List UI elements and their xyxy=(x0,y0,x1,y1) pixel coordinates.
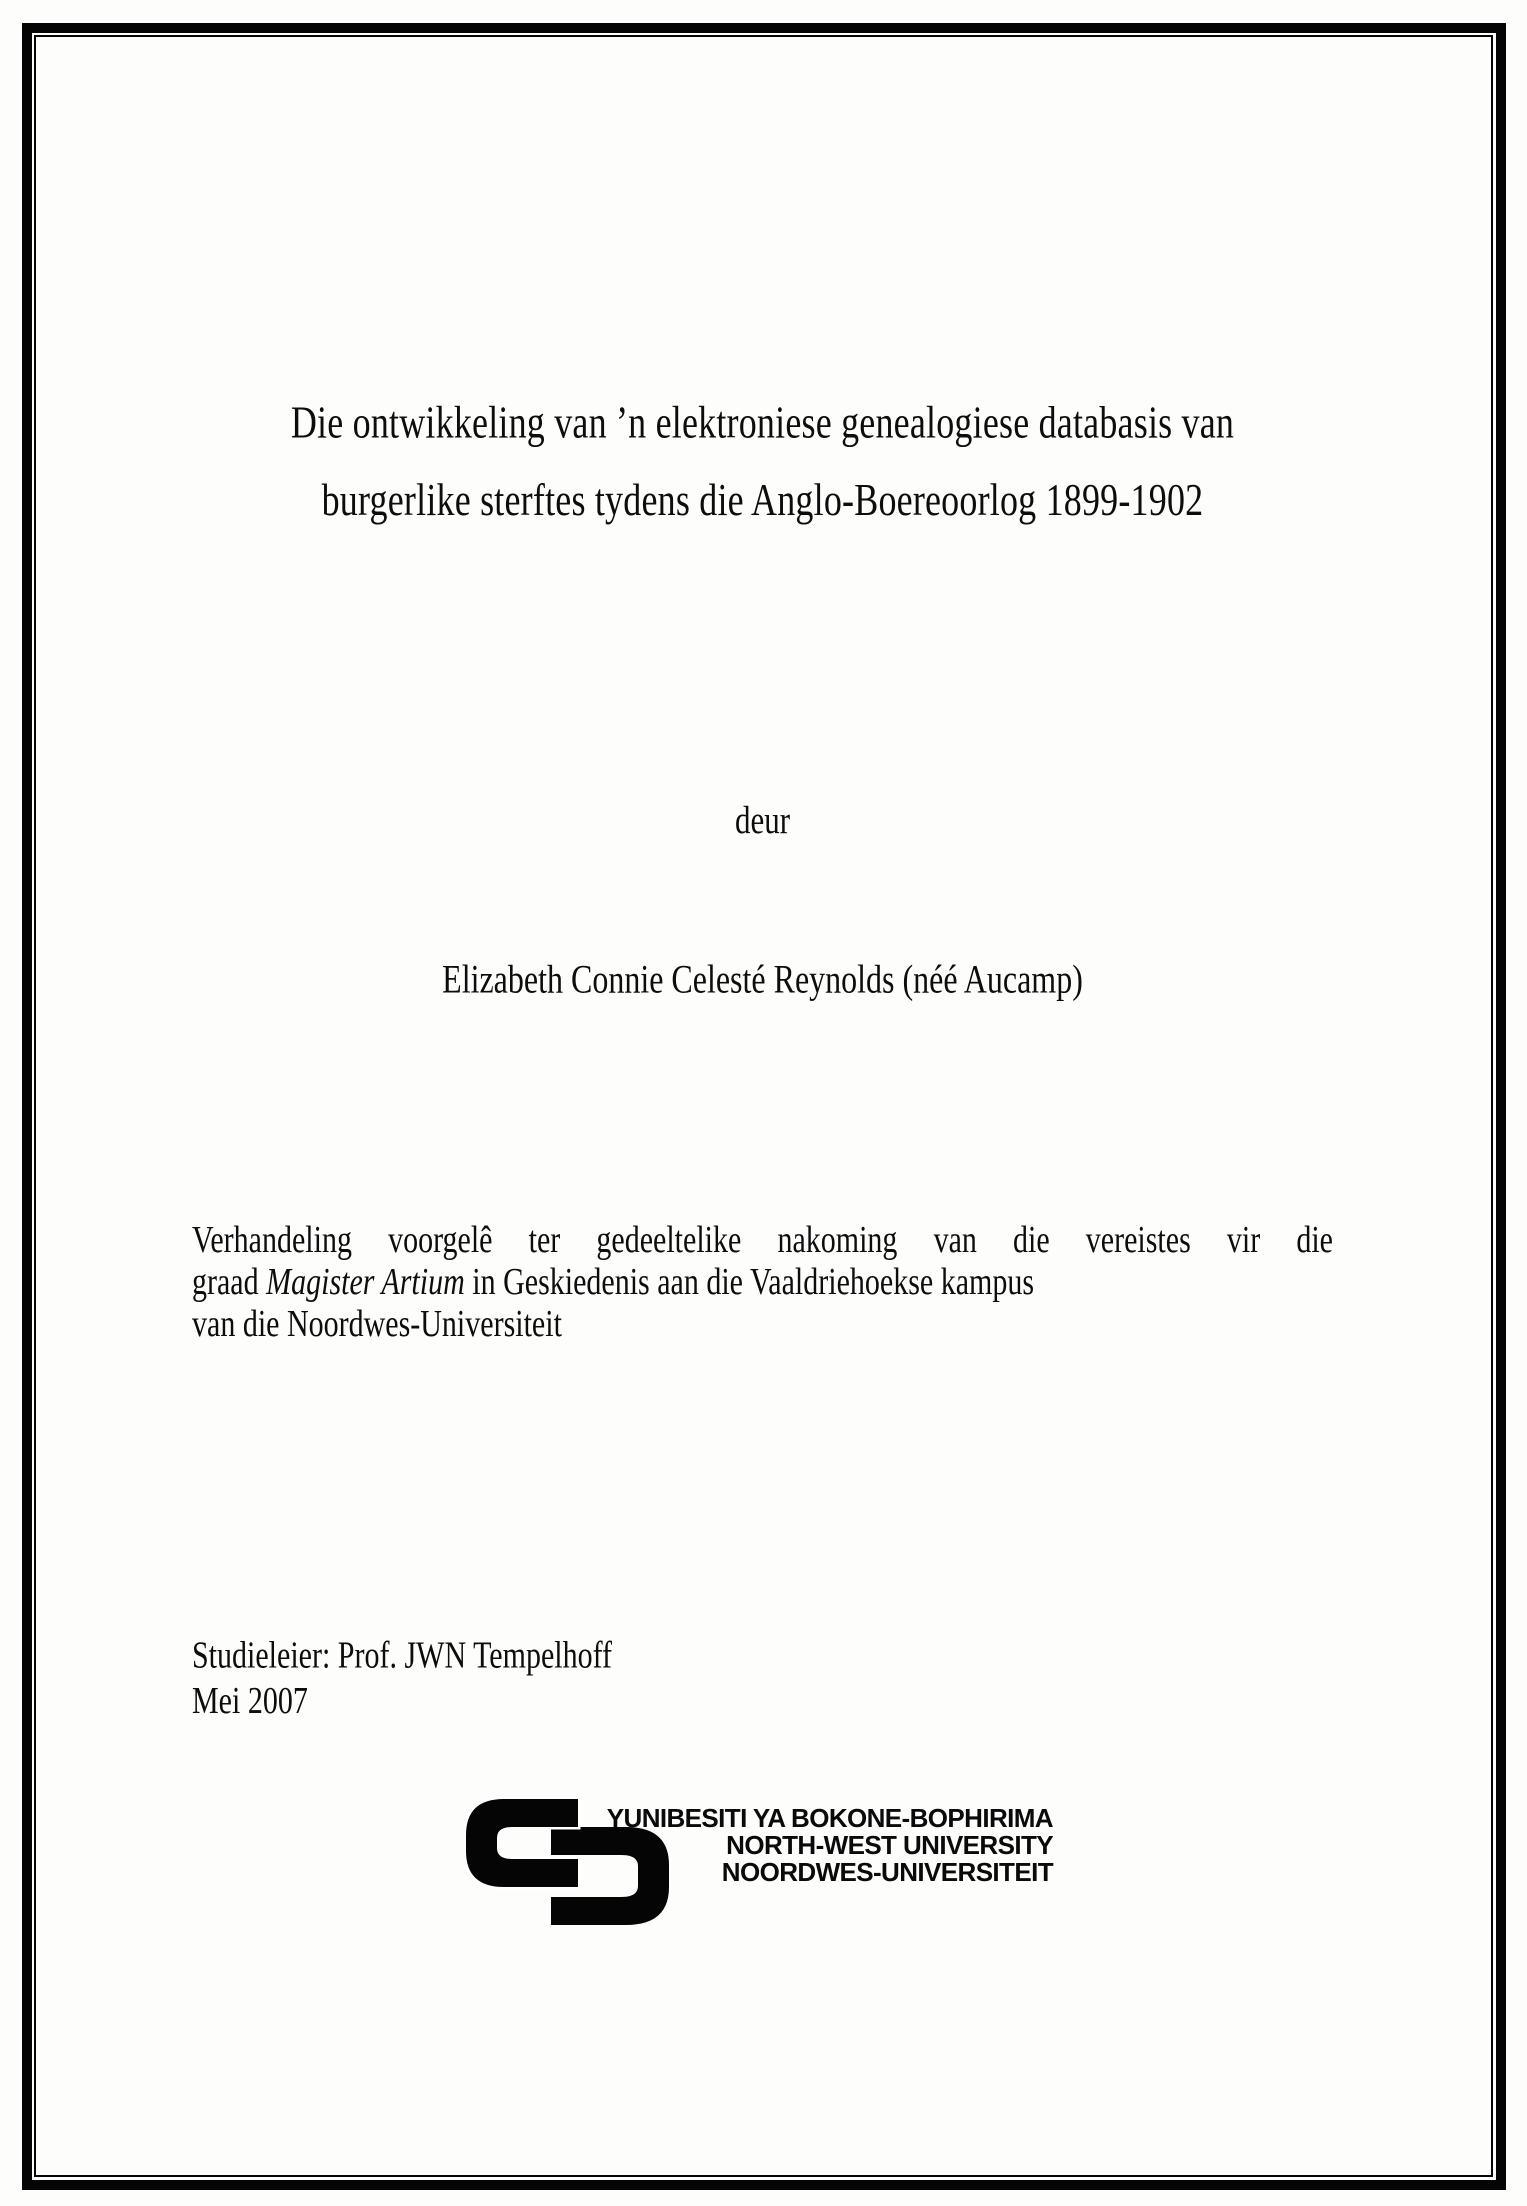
thesis-title xyxy=(192,384,1333,539)
supervisor-line: Studieleier: Prof. JWN Tempelhoff xyxy=(192,1634,613,1677)
logo-line-setswana: YUNIBESITI YA BOKONE-BOPHIRIMA xyxy=(606,1803,1053,1833)
degree-statement-line1: Verhandeling voorgelê ter gedeeltelike nakoming van die vereistes vir die xyxy=(192,1219,1333,1261)
date-line: Mei 2007 xyxy=(192,1679,308,1722)
thesis-title-line2: burgerlike sterftes tydens die Anglo-Boereoorlog 1899-1902 xyxy=(321,474,1204,525)
degree-statement xyxy=(192,1219,1333,1345)
degree-statement-line3: van die Noordwes-Universiteit xyxy=(192,1302,562,1345)
author-name: Elizabeth Connie Celesté Reynolds (néé Aucamp) xyxy=(442,955,1083,1002)
thesis-title-line1: Die ontwikkeling van ’n elektroniese genealogiese databasis van xyxy=(290,396,1235,448)
supervisor-block xyxy=(192,1633,1333,1724)
degree-name: Magister Artium xyxy=(266,1260,465,1303)
logo-line-afrikaans: NOORDWES-UNIVERSITEIT xyxy=(721,1857,1053,1887)
degree-statement-line2: graad Magister Artium in Geskiedenis aan die Vaaldriehoekse kampus xyxy=(192,1260,1035,1303)
byline: deur xyxy=(734,797,791,842)
nwu-logo-wordmark xyxy=(580,1805,1053,1886)
logo-line-english: NORTH-WEST UNIVERSITY xyxy=(726,1830,1053,1860)
